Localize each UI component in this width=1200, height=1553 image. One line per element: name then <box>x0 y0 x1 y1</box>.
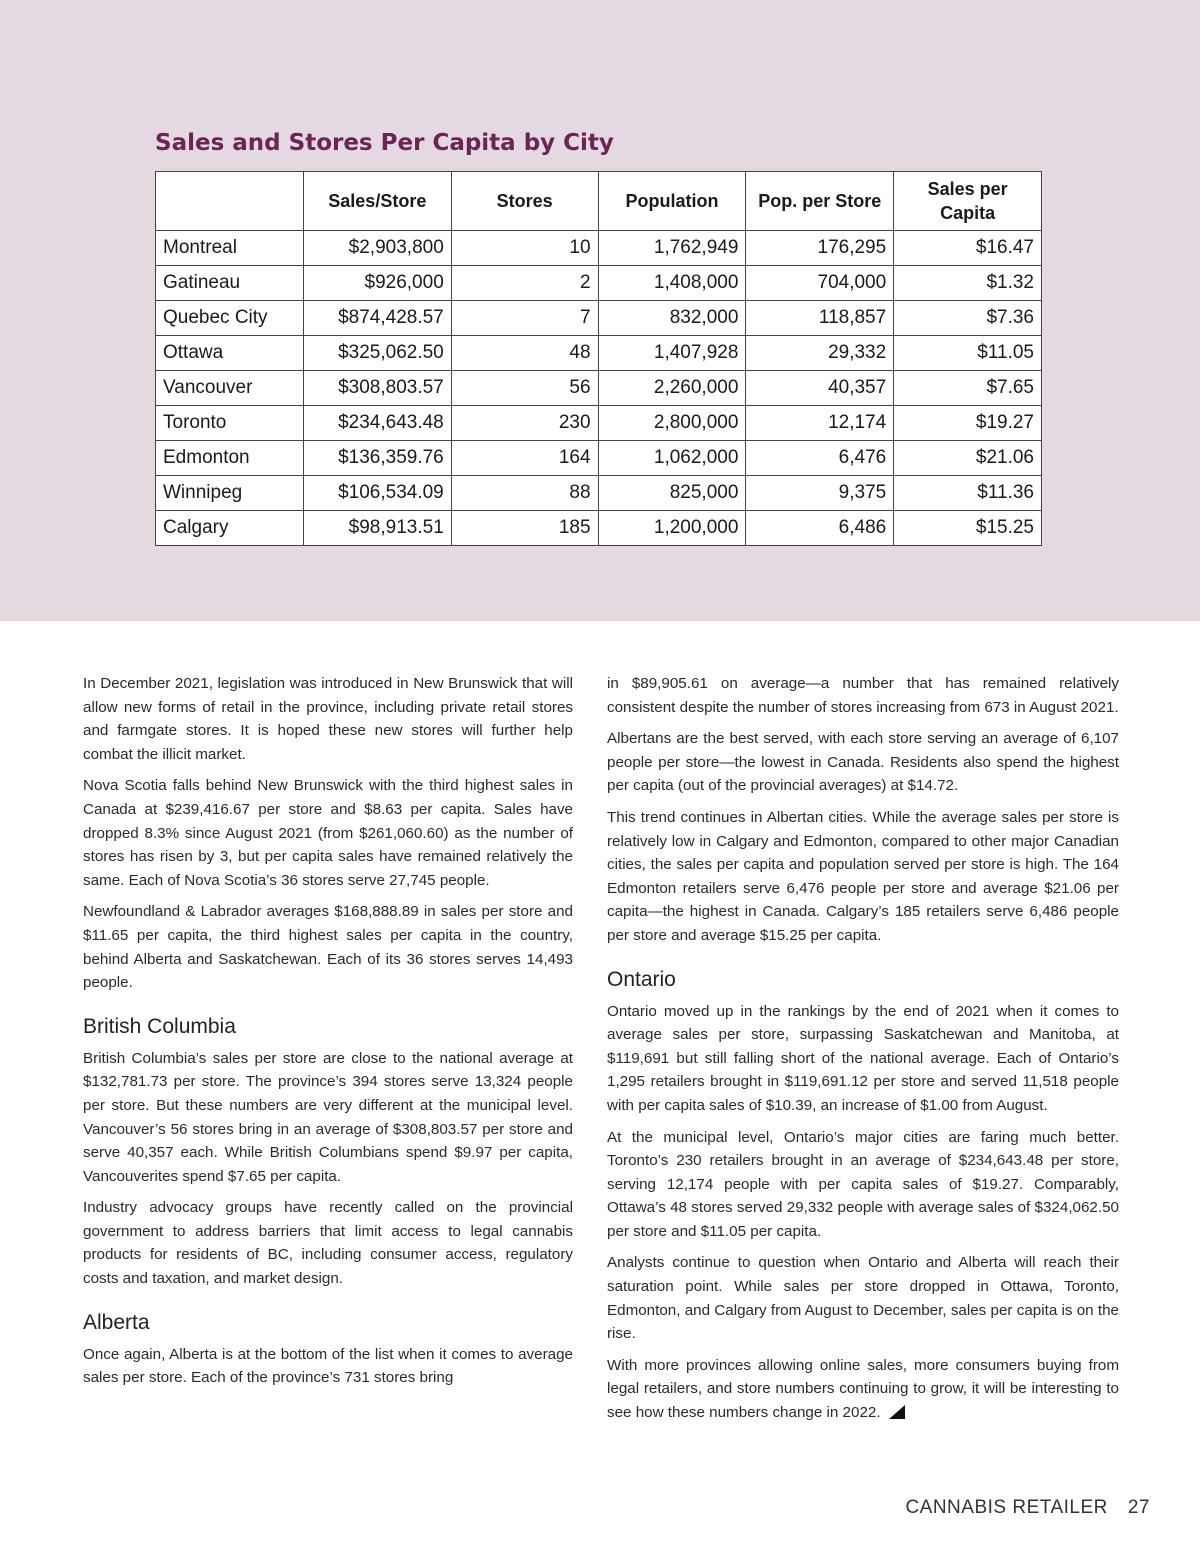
cell-city: Winnipeg <box>156 476 304 511</box>
paragraph-ontario-rankings: Ontario moved up in the rankings by the end of 2021 when it comes to average sales per store, surpassing Saskatchewan and Manitoba, at $119,691 but still falling short of the national average. Each of Ontario’s 1,295 retailers brought in $119,691.12 per store and served 11,518 people with per capita sales of $10.39, an increase of $1.00 from August. <box>607 1002 1119 1114</box>
table-row <box>156 336 1042 371</box>
cell-sales-per-store: $106,534.09 <box>303 476 451 511</box>
paragraph-albertan-cities: This trend continues in Albertan cities. While the average sales per store is relatively low in Calgary and Edmonton, compared to other major Canadian cities, the sales per capita and population served per store is high. The 164 Edmonton retailers serve 6,476 people per store and average $21.06 per capita—the highest in Canada. Calgary’s 185 retailers serve 6,486 people per store and average $15.25 per capita. <box>607 808 1119 944</box>
header-stores: Stores <box>451 172 598 231</box>
paragraph-bc-advocacy: Industry advocacy groups have recently called on the provincial government to address barriers that limit access to legal cannabis products for residents of BC, including consumer access, regulatory costs and taxation, and market design. <box>83 1199 573 1288</box>
cell-pop-per-store: 176,295 <box>746 231 894 266</box>
table-row <box>156 511 1042 546</box>
cell-population: 1,200,000 <box>598 511 746 546</box>
cell-sales-per-store: $234,643.48 <box>303 406 451 441</box>
paragraph-ontario-municipal: At the municipal level, Ontario’s major cities are faring much better. Toronto’s 230 retailers brought in an average of $234,643.48 per store, serving 12,174 people with per capita sales of $19.27. Comparably, Ottawa’s 48 stores served 29,332 people with average sales of $324,062.50 per store and $11.05 per capita. <box>607 1128 1119 1240</box>
header-city <box>156 172 304 231</box>
publication-name: CANNABIS RETAILER <box>905 1497 1108 1518</box>
cell-city: Montreal <box>156 231 304 266</box>
header-pop-per-store: Pop. per Store <box>746 172 894 231</box>
cell-sales-per-capita: $21.06 <box>894 441 1042 476</box>
cell-sales-per-store: $325,062.50 <box>303 336 451 371</box>
cell-stores: 7 <box>451 301 598 336</box>
header-sales-per-capita: Sales per Capita <box>894 172 1042 231</box>
paragraph-albertans-served: Albertans are the best served, with each store serving an average of 6,107 people per store—the lowest in Canada. Residents also spend the highest per capita (out of the provincial averages) at $14.72. <box>607 730 1119 795</box>
cell-stores: 2 <box>451 266 598 301</box>
cell-population: 1,062,000 <box>598 441 746 476</box>
table-row <box>156 231 1042 266</box>
table-row <box>156 371 1042 406</box>
table-row <box>156 441 1042 476</box>
cell-sales-per-capita: $16.47 <box>894 231 1042 266</box>
paragraph-conclusion <box>607 1354 1119 1425</box>
cell-pop-per-store: 12,174 <box>746 406 894 441</box>
cell-pop-per-store: 6,476 <box>746 441 894 476</box>
cell-population: 2,260,000 <box>598 371 746 406</box>
cell-pop-per-store: 118,857 <box>746 301 894 336</box>
paragraph-nova-scotia: Nova Scotia falls behind New Brunswick with the third highest sales in Canada at $239,416.67 per store and $8.63 per capita. Sales have dropped 8.3% since August 2021 (from $261,060.60) as the number of stores has risen by 3, but per capita sales have remained relatively the same. Each of Nova Scotia’s 36 stores serve 27,745 people. <box>83 777 573 889</box>
article-right-column <box>607 672 1119 1433</box>
cell-city: Calgary <box>156 511 304 546</box>
cell-sales-per-store: $926,000 <box>303 266 451 301</box>
cell-pop-per-store: 40,357 <box>746 371 894 406</box>
cell-stores: 48 <box>451 336 598 371</box>
cell-sales-per-store: $98,913.51 <box>303 511 451 546</box>
cell-population: 1,407,928 <box>598 336 746 371</box>
cell-city: Quebec City <box>156 301 304 336</box>
cell-sales-per-store: $308,803.57 <box>303 371 451 406</box>
heading-ontario: Ontario <box>607 967 676 991</box>
cell-sales-per-store: $136,359.76 <box>303 441 451 476</box>
header-population: Population <box>598 172 746 231</box>
table-header-row <box>156 172 1042 231</box>
cell-city: Edmonton <box>156 441 304 476</box>
cell-pop-per-store: 9,375 <box>746 476 894 511</box>
header-sales-per-store: Sales/Store <box>303 172 451 231</box>
cell-city: Vancouver <box>156 371 304 406</box>
cell-stores: 164 <box>451 441 598 476</box>
end-of-article-icon <box>889 1405 905 1419</box>
paragraph-new-brunswick: In December 2021, legislation was introduced in New Brunswick that will allow new forms of retail in the province, including private retail stores and farmgate stores. It is hoped these new stores will further help combat the illicit market. <box>83 675 573 763</box>
table-row <box>156 301 1042 336</box>
cell-sales-per-store: $2,903,800 <box>303 231 451 266</box>
cell-population: 1,762,949 <box>598 231 746 266</box>
cell-pop-per-store: 6,486 <box>746 511 894 546</box>
cell-sales-per-capita: $15.25 <box>894 511 1042 546</box>
cell-sales-per-capita: $19.27 <box>894 406 1042 441</box>
paragraph-alberta-intro: Once again, Alberta is at the bottom of the list when it comes to average sales per store. Each of the province’s 731 stores bring <box>83 1345 573 1387</box>
cell-population: 832,000 <box>598 301 746 336</box>
table-title: Sales and Stores Per Capita by City <box>155 130 614 156</box>
cell-sales-per-store: $874,428.57 <box>303 301 451 336</box>
heading-alberta: Alberta <box>83 1310 150 1334</box>
cell-population: 2,800,000 <box>598 406 746 441</box>
table-row <box>156 406 1042 441</box>
cell-sales-per-capita: $7.36 <box>894 301 1042 336</box>
cell-stores: 230 <box>451 406 598 441</box>
conclusion-text: With more provinces allowing online sales, more consumers buying from legal retailers, and store numbers continuing to grow, it will be interesting to see how these numbers change in 2022. <box>607 1356 1119 1422</box>
cell-sales-per-capita: $7.65 <box>894 371 1042 406</box>
cell-sales-per-capita: $1.32 <box>894 266 1042 301</box>
page-footer <box>905 1497 1150 1519</box>
sales-per-capita-table <box>155 171 1042 546</box>
table-row <box>156 476 1042 511</box>
paragraph-newfoundland: Newfoundland & Labrador averages $168,888.89 in sales per store and $11.65 per capita, the third highest sales per capita in the country, behind Alberta and Saskatchewan. Each of its 36 stores serves 14,493 people. <box>83 903 573 992</box>
cell-stores: 185 <box>451 511 598 546</box>
cell-population: 825,000 <box>598 476 746 511</box>
table-row <box>156 266 1042 301</box>
cell-sales-per-capita: $11.36 <box>894 476 1042 511</box>
cell-population: 1,408,000 <box>598 266 746 301</box>
cell-city: Ottawa <box>156 336 304 371</box>
article-left-column <box>83 672 573 1398</box>
paragraph-bc-sales: British Columbia’s sales per store are close to the national average at $132,781.73 per store. The province’s 394 stores serve 13,324 people per store. But these numbers are very different at the municipal level. Vancouver’s 56 stores bring in an average of $308,803.57 per store and serve 40,357 each. While British Columbians spend $9.97 per capita, Vancouverites spend $7.65 per capita. <box>83 1049 573 1185</box>
cell-stores: 88 <box>451 476 598 511</box>
page-number: 27 <box>1127 1497 1150 1518</box>
cell-stores: 56 <box>451 371 598 406</box>
heading-british-columbia: British Columbia <box>83 1014 236 1038</box>
cell-pop-per-store: 29,332 <box>746 336 894 371</box>
cell-stores: 10 <box>451 231 598 266</box>
cell-city: Gatineau <box>156 266 304 301</box>
cell-pop-per-store: 704,000 <box>746 266 894 301</box>
paragraph-alberta-average: in $89,905.61 on average—a number that has remained relatively consistent despite the number of stores increasing from 673 in August 2021. <box>607 675 1119 716</box>
cell-sales-per-capita: $11.05 <box>894 336 1042 371</box>
paragraph-saturation: Analysts continue to question when Ontario and Alberta will reach their saturation point. While sales per store dropped in Ottawa, Toronto, Edmonton, and Calgary from August to December, sales per capita is on the rise. <box>607 1254 1119 1343</box>
cell-city: Toronto <box>156 406 304 441</box>
